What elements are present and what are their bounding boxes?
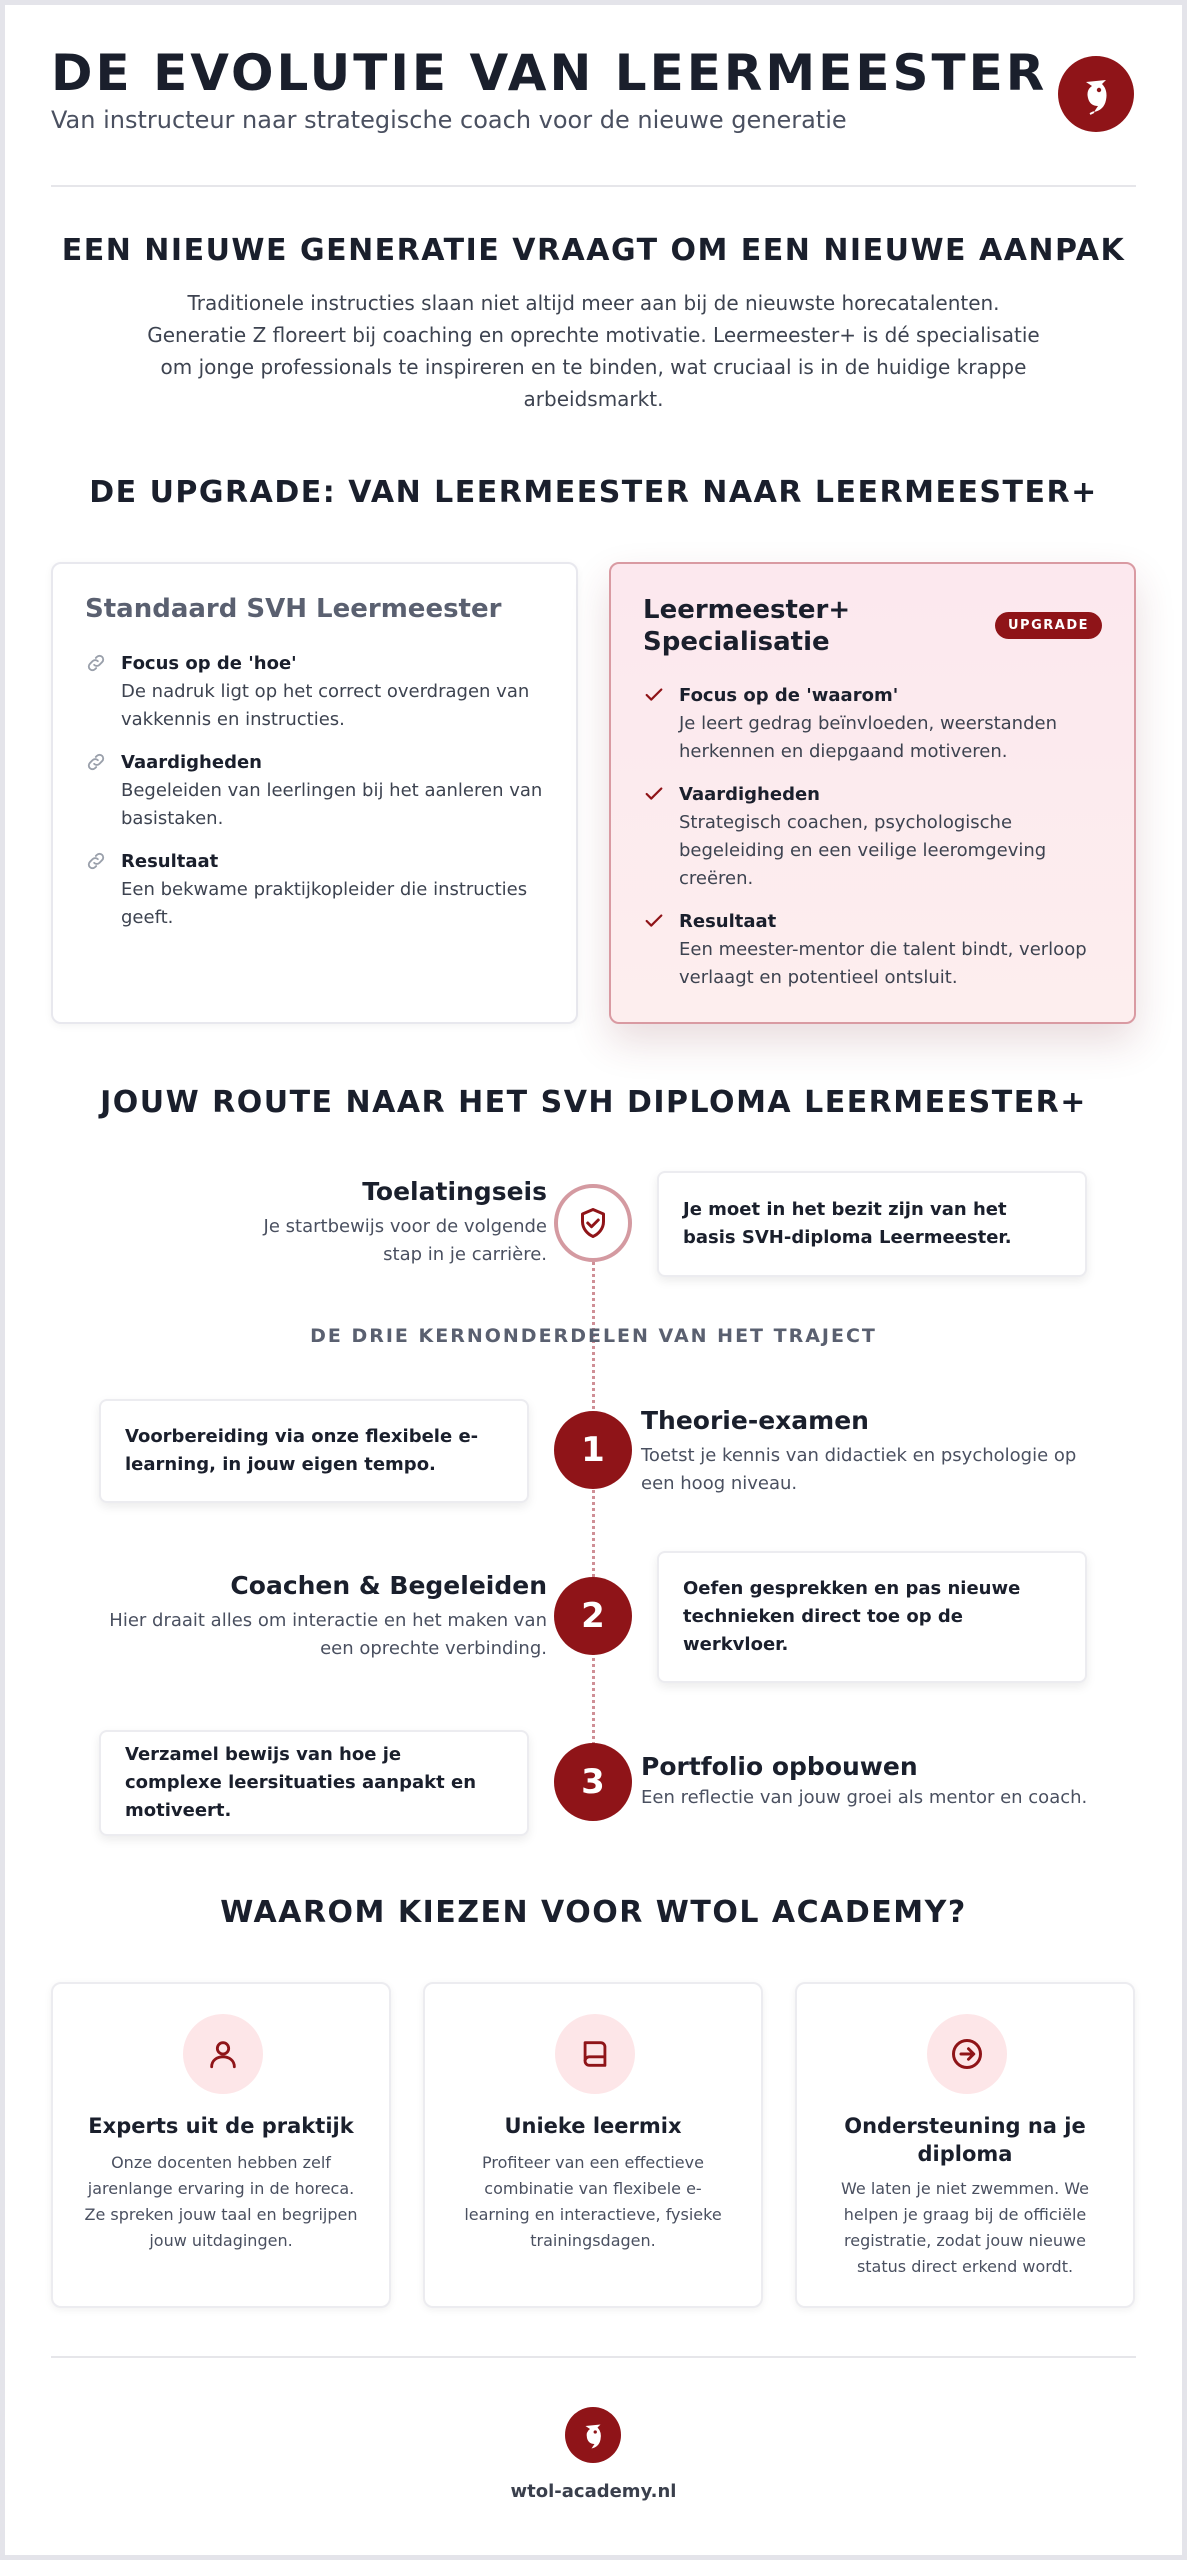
plus-card-title: [643, 594, 850, 658]
link-icon: [85, 751, 107, 773]
step-box: Voorbereiding via onze flexibele e-learning, in jouw eigen tempo.: [99, 1399, 529, 1503]
feature-desc: Strategisch coachen, psychologische begeleiding en een veilige leeromgeving creëren.: [679, 812, 1047, 889]
standard-feature: [85, 749, 545, 833]
step-number: 1: [554, 1411, 632, 1489]
owl-logo-icon: [1058, 56, 1134, 132]
feature-desc: Je leert gedrag beïnvloeden, weerstanden herkennen en diepgaand motiveren.: [679, 713, 1057, 762]
plus-feature: [643, 682, 1103, 766]
entry-requirement: [67, 1175, 547, 1269]
entry-title: Toelatingseis: [362, 1177, 547, 1206]
feature-title: Vaardigheden: [121, 752, 262, 773]
standard-feature: [85, 848, 545, 932]
plus-title-line2: Specialisatie: [643, 627, 830, 657]
header-divider: [51, 185, 1136, 187]
step-number: 3: [554, 1743, 632, 1821]
link-icon: [85, 652, 107, 674]
step-title: Coachen & Begeleiden: [230, 1571, 547, 1600]
step-box: Oefen gesprekken en pas nieuwe technieken direct toe op de werkvloer.: [657, 1551, 1087, 1683]
entry-desc: Je startbewijs voor de volgende stap in je carrière.: [263, 1216, 547, 1265]
step-number: 2: [554, 1577, 632, 1655]
check-icon: [643, 910, 665, 932]
feature-title: Resultaat: [679, 911, 777, 932]
upgrade-badge: UPGRADE: [995, 612, 1102, 639]
route-heading: JOUW ROUTE NAAR HET SVH DIPLOMA LEERMEESTER+: [100, 1085, 1087, 1120]
feature-desc: Een meester-mentor die talent bindt, verloop verlaagt en potentieel ontsluit.: [679, 939, 1087, 988]
plus-feature: [643, 781, 1103, 893]
footer-divider: [51, 2356, 1136, 2358]
step-1: [641, 1404, 1121, 1498]
page-title: DE EVOLUTIE VAN LEERMEESTER: [51, 44, 1048, 102]
link-icon: [85, 850, 107, 872]
why-card-desc: Onze docenten hebben zelf jarenlange ervaring in de horeca. Ze spreken jouw taal en begrijpen jouw uitdagingen.: [84, 2153, 358, 2250]
feature-desc: Een bekwame praktijkopleider die instructies geeft.: [121, 879, 528, 928]
intro-text: Traditionele instructies slaan niet altijd meer aan bij de nieuwste horecatalenten. Generatie Z floreert bij coaching en oprechte motivatie. Leermeester+ is dé specialisatie om jonge professionals te inspireren en te binden, wat cruciaal is in de huidige krappe arbeidsmarkt.: [147, 291, 1040, 411]
step-box: Verzamel bewijs van hoe je complexe leersituaties aanpakt en motiveert.: [99, 1730, 529, 1836]
why-card-desc: We laten je niet zwemmen. We helpen je graag bij de officiële registratie, zodat jouw nieuwe status direct erkend wordt.: [841, 2179, 1089, 2276]
why-card-title: Unieke leermix: [504, 2114, 682, 2138]
step-desc: Toetst je kennis van didactiek en psychologie op een hoog niveau.: [641, 1445, 1077, 1494]
entry-box: Je moet in het bezit zijn van het basis SVH-diploma Leermeester.: [657, 1171, 1087, 1277]
why-card: [795, 1982, 1135, 2308]
why-heading: WAAROM KIEZEN VOOR WTOL ACADEMY?: [220, 1895, 967, 1930]
step-3: [641, 1750, 1121, 1812]
why-card-desc: Profiteer van een effectieve combinatie van flexibele e-learning en interactieve, fysieke trainingsdagen.: [464, 2153, 722, 2250]
page-subtitle: Van instructeur naar strategische coach voor de nieuwe generatie: [51, 106, 847, 134]
feature-title: Focus op de 'hoe': [121, 653, 297, 674]
feature-title: Focus op de 'waarom': [679, 685, 899, 706]
check-icon: [643, 684, 665, 706]
plus-feature: [643, 908, 1103, 992]
why-card: [423, 1982, 763, 2308]
feature-desc: De nadruk ligt op het correct overdragen van vakkennis en instructies.: [121, 681, 530, 730]
step-title: Theorie-examen: [641, 1406, 869, 1435]
footer-url-link[interactable]: wtol-academy.nl: [510, 2481, 677, 2502]
upgrade-heading: DE UPGRADE: VAN LEERMEESTER NAAR LEERMEESTER+: [89, 475, 1098, 510]
plus-title-line1: Leermeester+: [643, 595, 851, 625]
book-icon: [555, 2014, 635, 2094]
why-card-title: Experts uit de praktijk: [88, 2114, 354, 2138]
why-card-title: Ondersteuning na je diploma: [844, 2114, 1086, 2166]
why-card: [51, 1982, 391, 2308]
step-desc: Een reflectie van jouw groei als mentor en coach.: [641, 1787, 1088, 1808]
standard-feature: [85, 650, 545, 734]
core-components-label: DE DRIE KERNONDERDELEN VAN HET TRAJECT: [310, 1325, 877, 1347]
shield-check-icon: [554, 1184, 632, 1262]
step-2: [67, 1569, 547, 1663]
owl-logo-icon: [565, 2407, 621, 2463]
intro-heading: EEN NIEUWE GENERATIE VRAAGT OM EEN NIEUWE AANPAK: [61, 233, 1126, 268]
standard-card: [51, 562, 578, 1024]
feature-title: Vaardigheden: [679, 784, 820, 805]
step-title: Portfolio opbouwen: [641, 1752, 918, 1781]
check-icon: [643, 783, 665, 805]
feature-desc: Begeleiden van leerlingen bij het aanleren van basistaken.: [121, 780, 543, 829]
feature-title: Resultaat: [121, 851, 219, 872]
standard-card-title: Standaard SVH Leermeester: [85, 594, 502, 624]
user-icon: [183, 2014, 263, 2094]
plus-card: [609, 562, 1136, 1024]
step-desc: Hier draait alles om interactie en het maken van een oprechte verbinding.: [109, 1610, 547, 1659]
arrow-circle-right-icon: [927, 2014, 1007, 2094]
